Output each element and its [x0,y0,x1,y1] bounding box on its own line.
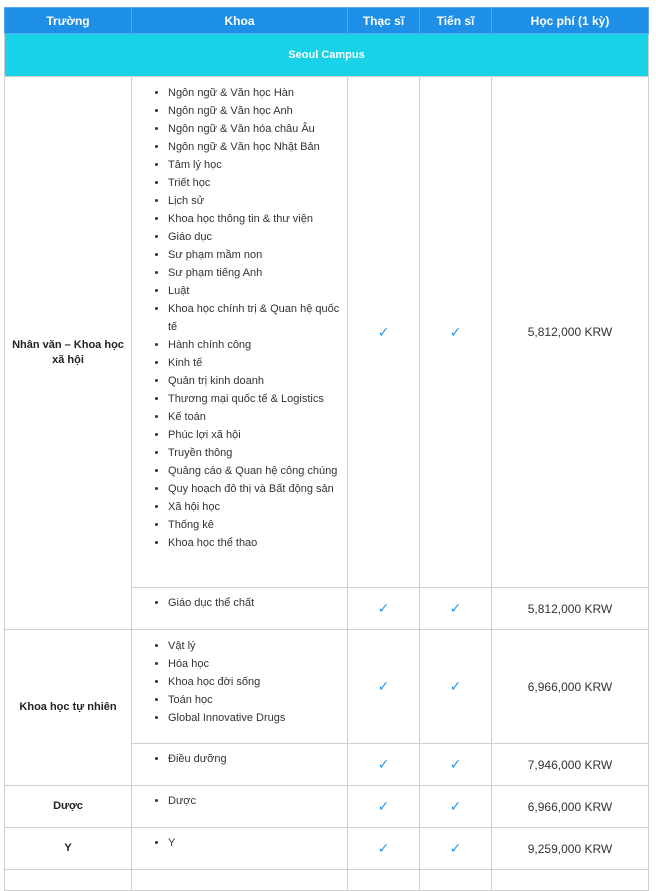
tuition-fee: 9,259,000 KRW [492,828,649,870]
header-tien-si: Tiến sĩ [420,8,492,34]
department-item: • Lịch sử [168,192,343,210]
department-item: • Y [168,834,343,852]
school-name: Nhân văn – Khoa học xã hội [5,77,132,630]
table-row-partial [5,870,649,891]
tuition-fee: 5,812,000 KRW [492,588,649,630]
department-item: • Khoa học đời sống [168,673,343,691]
department-item: • Kinh tế [168,354,343,372]
department-item: • Khoa học thể thao [168,534,343,552]
department-item: • Thống kê [168,516,343,534]
department-item: • Xã hội học [168,498,343,516]
campus-row [5,34,649,77]
department-item: • Hành chính công [168,336,343,354]
masters-check-icon: ✓ [348,588,420,630]
department-item: • Vật lý [168,637,343,655]
tuition-fee: 6,966,000 KRW [492,630,649,744]
department-list [132,786,347,810]
header-hoc-phi: Học phí (1 kỳ) [492,8,649,34]
department-item: • Sư phạm tiếng Anh [168,264,343,282]
department-list-cell [132,744,348,786]
masters-check-icon: ✓ [348,744,420,786]
table-row [5,630,649,744]
department-item: • Ngôn ngữ & Văn học Nhật Bản [168,138,343,156]
department-item: • Global Innovative Drugs [168,709,343,727]
doctorate-check-icon: ✓ [420,786,492,828]
masters-check-icon: ✓ [348,828,420,870]
department-item: • Sư phạm mầm non [168,246,343,264]
department-item: • Kế toán [168,408,343,426]
header-truong: Trường [5,8,132,34]
table-row [5,786,649,828]
table-row [5,77,649,588]
doctorate-check-icon: ✓ [420,77,492,588]
department-item: • Ngôn ngữ & Văn học Hàn [168,84,343,102]
doctorate-check-icon: ✓ [420,828,492,870]
department-item: • Quản trị kinh doanh [168,372,343,390]
department-item: • Ngôn ngữ & Văn hóa châu Âu [168,120,343,138]
department-item: • Quảng cáo & Quan hệ công chúng [168,462,343,480]
campus-label: Seoul Campus [5,34,649,77]
department-item: • Giáo dục [168,228,343,246]
school-name: Y [5,828,132,870]
tuition-fee: 5,812,000 KRW [492,77,649,588]
department-list-cell [132,630,348,744]
tuition-fee: 6,966,000 KRW [492,786,649,828]
department-list-cell [132,77,348,588]
table-row [5,828,649,870]
department-list-cell [132,588,348,630]
department-item: • Ngôn ngữ & Văn học Anh [168,102,343,120]
department-item: • Điều dưỡng [168,750,343,768]
department-item: • Toán học [168,691,343,709]
department-item: • Phúc lợi xã hội [168,426,343,444]
department-item: • Truyền thông [168,444,343,462]
department-list [132,828,347,852]
masters-check-icon: ✓ [348,786,420,828]
department-list [132,630,347,727]
department-item: • Khoa học thông tin & thư viện [168,210,343,228]
department-item: • Hóa học [168,655,343,673]
department-item: • Thương mại quốc tế & Logistics [168,390,343,408]
doctorate-check-icon: ✓ [420,588,492,630]
tuition-table [4,7,649,891]
department-list [132,77,347,552]
masters-check-icon: ✓ [348,630,420,744]
department-item: • Giáo dục thể chất [168,594,343,612]
header-khoa: Khoa [132,8,348,34]
department-list [132,588,347,612]
school-name: Khoa học tự nhiên [5,630,132,786]
doctorate-check-icon: ✓ [420,744,492,786]
tuition-fee: 7,946,000 KRW [492,744,649,786]
doctorate-check-icon: ✓ [420,630,492,744]
table-header-row [5,8,649,34]
department-item: • Luật [168,282,343,300]
department-item: • Tâm lý học [168,156,343,174]
school-name: Dược [5,786,132,828]
header-thac-si: Thạc sĩ [348,8,420,34]
department-list-cell [132,786,348,828]
department-item: • Quy hoạch đô thị và Bất động sản [168,480,343,498]
department-item: • Triết học [168,174,343,192]
department-list [132,744,347,768]
department-item: • Khoa học chính trị & Quan hệ quốc tế [168,300,343,336]
department-list-cell [132,828,348,870]
masters-check-icon: ✓ [348,77,420,588]
department-item: • Dược [168,792,343,810]
